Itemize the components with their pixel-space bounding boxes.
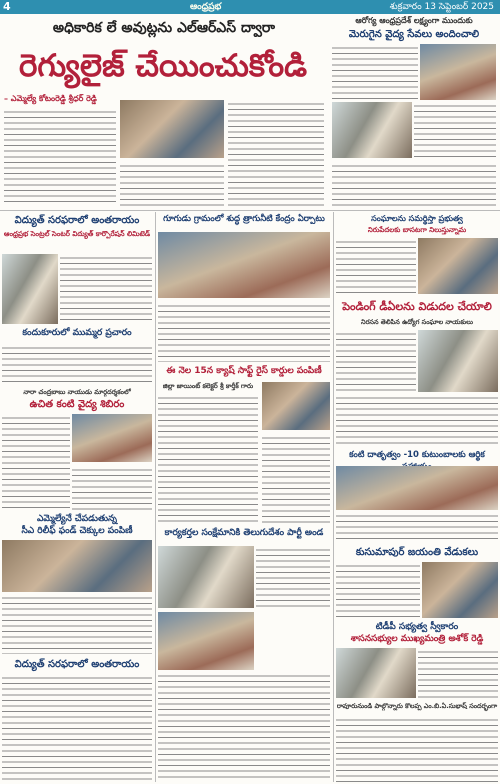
right-top-body-2 [414,102,496,158]
mla-head-1: ఎమ్మెల్యేనే చేపడుతున్న [36,514,118,524]
mla-body [2,594,152,654]
party-body [256,546,330,608]
issue-date: శుక్రవారం 13 సెప్టెంబర్ 2025 [389,2,494,12]
tdp-body [418,648,498,698]
right-top-photo-2 [332,102,412,158]
lead-kicker: అధికారిక లే అవుట్లను ఎల్ఆర్ఎస్ ద్వారా [52,20,276,36]
village-body [158,302,330,362]
right-top-kicker: ఆరోగ్య ఆంధ్రప్రదేశ్ లక్ష్యంగా ముందుకు [355,16,473,25]
cards-body [158,394,258,524]
eye-body-2 [72,466,152,510]
power-photo [2,254,58,324]
party-photo-2 [158,612,254,670]
power2-body [2,674,152,782]
pending-sub: నిరసన తెలిపిన ఉద్యోగ సంఘాల నాయకులు [361,318,473,326]
eye-head: ఉచిత కంటి వైద్య శిబిరం [29,399,125,410]
lead-body-col2 [120,162,224,206]
eye-body [2,414,70,510]
pending-head: పెండింగ్ డీఏలను విడుదల చేయాలి [342,300,492,313]
page-number: 4 [3,0,11,13]
kandukur-body [2,344,152,386]
right-top-photo [420,44,496,100]
pending-body [336,330,416,392]
power-head: విద్యుత్ సరఫరాలో అంతరాయం [14,215,140,226]
mla-photo [2,540,152,592]
kandukur-head: కందుకూరులో ముమ్మర ప్రచారం [22,328,132,338]
village-head: గూగుడు గ్రామంలో శుద్ధ త్రాగునీటి కేంద్రం ఏర్పాటు [163,214,325,224]
top-bar [0,0,500,14]
hospital-sub: నిరుపేదలకు బాసటగా నిలుస్తున్నామ [367,226,467,234]
divider [0,210,500,211]
lead-body-col1 [4,108,116,206]
lead-byline: – ఎమ్మెల్యే కోటంరెడ్డి శ్రీధర్ రెడ్డి [4,94,97,103]
cards-photo [262,382,330,430]
tdp-head-1: టిడీపీ సభ్యత్వ స్వీకారం [375,622,459,632]
eye-photo [72,414,152,462]
cards-body-2 [262,434,330,524]
jayanti-photo [422,562,498,618]
lead-photo [120,100,224,158]
party-photo [158,546,254,608]
column-rule [155,212,156,782]
column-rule-2 [333,212,334,782]
hospital-body [336,238,416,294]
kanti-head: కంటి దాతృత్వం -10 కుటుంబాలకు ఆర్థిక [349,450,485,460]
right-top-body [332,44,418,100]
jayanti-body [336,562,420,618]
bottom-right-body [336,716,498,782]
right-top-body-3 [332,162,496,206]
party-head: కార్యకర్తల సంక్షేమానికి తెలుగుదేశం పార్టీ అండ [164,528,324,538]
lead-body-col3 [228,100,324,206]
mla-head-2: సీఎ రిలీఫ్ ఫండ్ చెక్కుల పంపిణీ [21,526,133,536]
eye-kicker: నారా చంద్రబాబు నాయుడు మార్గదర్శకంలో [23,388,131,396]
pending-photo [418,330,498,392]
jayanti-head: కుసుమాపుర్ జయంతి వేడుకలు [355,547,479,558]
lead-headline: రెగ్యులైజ్ చేయించుకోండి [18,48,308,84]
paper-name: ఆంధ్రప్రభ [190,2,222,12]
power2-head: విద్యుత్ సరఫరాలో అంతరాయం [14,659,140,670]
tdp-photo [336,648,416,698]
party-body-2 [158,672,330,782]
hospital-photo [418,238,498,294]
kanti-body [336,512,498,542]
cards-sub: జిల్లా జాయింట్ కలెక్టర్ శ్రీ కార్తీక్ గారు [162,382,254,390]
power-body [60,254,152,324]
bottom-right-head: రావూరునుండి పాల్గొన్నారు కొలప్ప ఎం.బి.ఏ.సుభాష్ సందర్భంగా [336,702,498,710]
power-sub: ఆంధ్రప్రభ సెంట్రల్ సెంటర్ విద్యుత్ కార్పొరేషన్ లిమిటెడ్ [3,230,151,238]
hospital-head: సంఘాలను సమర్థిస్తా ప్రభుత్వ [371,214,463,223]
right-top-headline: మెరుగైన వైద్య సేవలు అందించాలి [348,29,480,40]
pending-body-2 [336,394,498,448]
village-photo [158,232,330,298]
cards-head: ఈ నెల 15న క్యాష్ సాఫ్ట్ రైస్ కార్డుల పంపిణీ [166,366,322,376]
kanti-photo [336,466,498,510]
tdp-head-2: శాసనసభ్యుల ముఖ్యమంత్రి అశోక్ రెడ్డి [350,634,484,644]
